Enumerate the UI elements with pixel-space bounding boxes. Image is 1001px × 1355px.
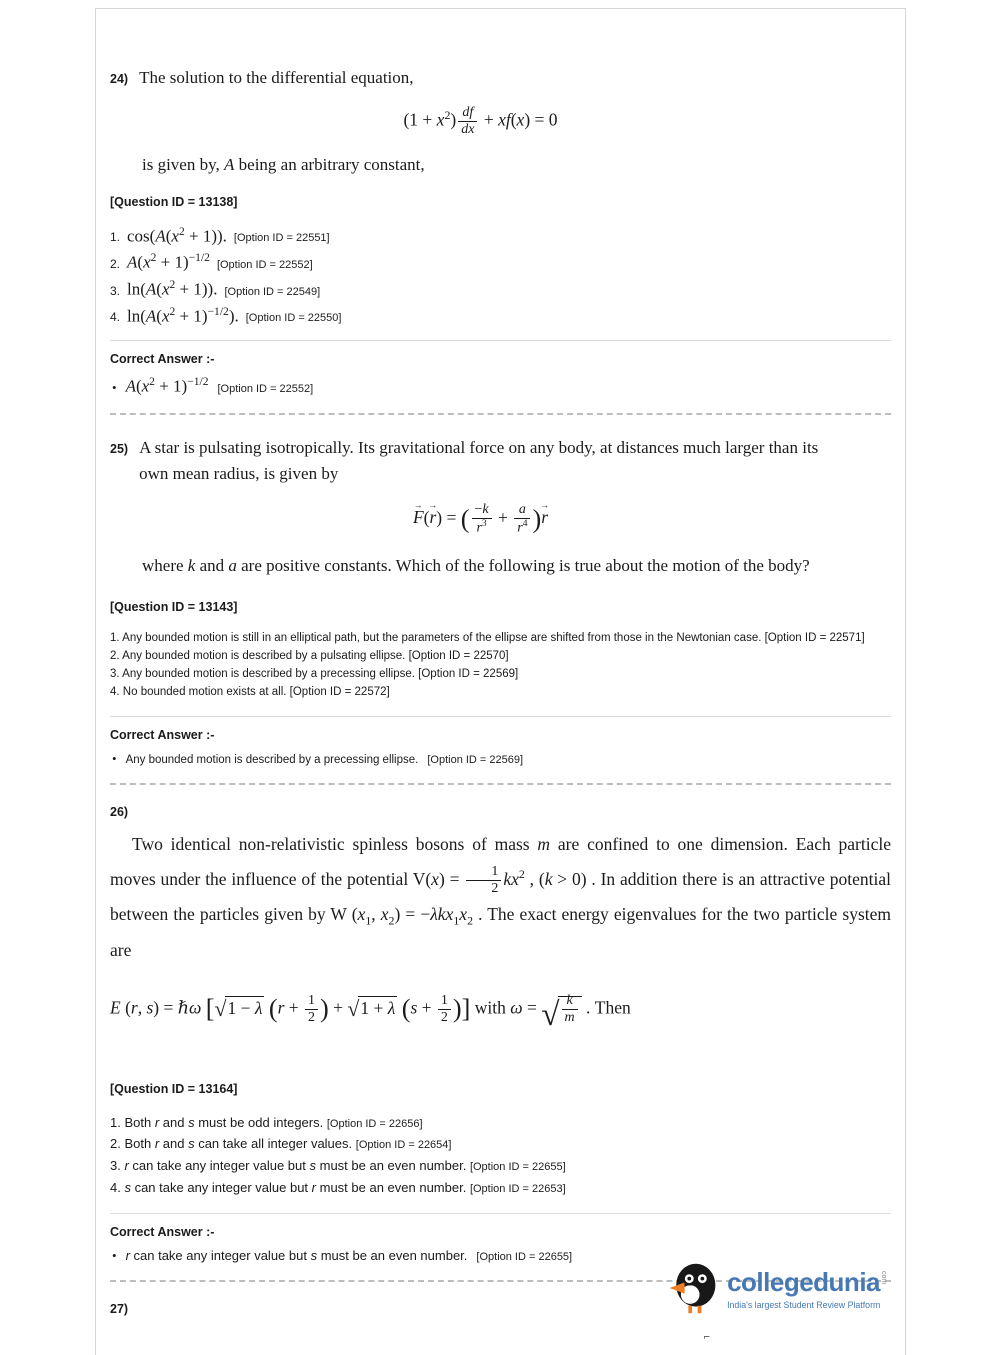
option-text: Any bounded motion is described by a precessing ellipse. <box>122 668 415 681</box>
option-row <box>110 1112 891 1134</box>
question-number: 26) <box>110 804 129 819</box>
correct-answer-label: Correct Answer :- <box>110 352 215 367</box>
correct-answer-text: Any bounded motion is described by a precessing ellipse. <box>125 753 419 766</box>
option-text: Both r and s can take all integer values. <box>124 1136 353 1152</box>
option-row <box>110 666 891 683</box>
correct-answer-block <box>110 1213 891 1264</box>
option-math: $\cos(A(x^2 + 1))$. <box>127 224 227 246</box>
option-text: Any bounded motion is still in an elliptical path, but the parameters of the ellipse are shifted from those in the Newtonian case. <box>122 631 762 644</box>
option-row <box>110 1133 891 1155</box>
correct-answer-block <box>110 340 891 397</box>
option-id: [Option ID = 22570] <box>408 649 509 662</box>
option-text: No bounded motion exists at all. <box>122 686 287 699</box>
correct-answer-block <box>110 716 891 767</box>
given-by-line: is given by, A being an arbitrary constant, <box>142 154 425 174</box>
option-number: 4. <box>110 1180 121 1196</box>
option-id: [Option ID = 22653] <box>469 1183 566 1196</box>
option-text: r can take any integer value but s must be an even number. <box>124 1158 467 1174</box>
bird-mascot-icon <box>665 1259 721 1317</box>
option-id: [Option ID = 22551] <box>233 232 330 245</box>
option-text: s can take any integer value but r must be an even number. <box>124 1180 467 1196</box>
question-number: 24) <box>110 72 129 86</box>
exam-page <box>95 8 906 1355</box>
question-25 <box>110 435 891 785</box>
question-intro: The solution to the differential equation, <box>139 68 414 87</box>
bullet-icon: • <box>112 1247 117 1263</box>
question-separator <box>110 783 891 785</box>
option-row <box>110 251 891 273</box>
option-number: 1. <box>110 631 120 644</box>
correct-answer-option-id: [Option ID = 22569] <box>427 753 524 766</box>
option-row <box>110 630 891 647</box>
option-text: Both r and s must be odd integers. <box>124 1114 324 1130</box>
correct-answer-label: Correct Answer :- <box>110 727 215 742</box>
option-id: [Option ID = 22550] <box>245 312 342 325</box>
option-text: Any bounded motion is described by a pulsating ellipse. <box>122 649 406 662</box>
logo-tagline: India's largest Student Review Platform <box>727 1299 881 1310</box>
question-intro: A star is pulsating isotropically. Its gravitational force on any body, at distances much larger than its own mean radius, is given by <box>139 437 819 484</box>
option-number: 3. <box>110 1158 121 1174</box>
option-number: 3. <box>110 668 120 681</box>
logo-brand: collegedunia <box>727 1266 880 1297</box>
question-number: 27) <box>110 1301 129 1316</box>
option-id: [Option ID = 22655] <box>469 1161 566 1174</box>
bullet-icon: • <box>112 750 117 766</box>
question-paragraph: Two identical non-relativistic spinless bosons of mass m are confined to one dimension. Each particle moves under the influence of the potential V(x) = $\frac{1}{2}$ $kx^2$ , (k > 0) . In addition there is an attractive potential between the particles given by W ($x_1$, $x_2) = -\lambda kx_1x_2$ . The exact energy eigenvalues for the two particle system are <box>110 833 892 961</box>
option-math: $\ln(A(x^2 + 1))$. <box>127 277 218 299</box>
correct-answer-option-id: [Option ID = 22655] <box>476 1250 573 1263</box>
correct-answer-text: r can take any integer value but s must be an even number. <box>125 1247 468 1263</box>
correct-answer-option-id: [Option ID = 22552] <box>217 382 314 395</box>
option-id: [Option ID = 22656] <box>326 1117 423 1130</box>
option-row <box>110 278 891 300</box>
option-number: 4. <box>110 686 120 699</box>
where-line: where k and a are positive constants. Which of the following is true about the motion of the body? <box>142 556 810 576</box>
question-id: [Question ID = 13138] <box>110 194 238 209</box>
option-math: $A(x^2 + 1)^{-1/2}$ <box>127 251 210 272</box>
option-row <box>110 225 891 247</box>
option-math: $\ln(A(x^2 + 1)^{-1/2})$. <box>127 304 239 326</box>
logo-tld: com <box>880 1270 887 1284</box>
option-row <box>110 648 891 665</box>
option-id: [Option ID = 22569] <box>418 668 519 681</box>
question-26 <box>110 805 891 1282</box>
option-row <box>110 305 891 327</box>
option-id: [Option ID = 22654] <box>355 1139 452 1152</box>
logo-mark: ⌐ <box>703 1331 710 1343</box>
question-id: [Question ID = 13164] <box>110 1081 238 1096</box>
option-number: 1. <box>110 1114 121 1130</box>
differential-equation: $(1 + x^2)$ $\frac{df}{dx}$ + xf(x) = 0 <box>403 105 558 138</box>
option-row <box>110 1177 891 1199</box>
option-id: [Option ID = 22572] <box>289 686 390 699</box>
option-number: 1. <box>110 230 121 245</box>
option-number: 2. <box>110 256 121 271</box>
option-number: 3. <box>110 283 121 298</box>
question-separator <box>110 413 891 415</box>
option-row <box>110 684 891 701</box>
option-number: 4. <box>110 310 121 325</box>
bullet-icon: • <box>112 379 117 395</box>
option-id: [Option ID = 22552] <box>216 258 313 271</box>
gravitational-force-formula: F →(r →) = ( $\frac{-k}{r^3}$ + $\frac{a}{r^4}$ )r → <box>110 502 851 537</box>
option-id: [Option ID = 22571] <box>764 631 865 644</box>
option-number: 2. <box>110 1136 121 1152</box>
question-24 <box>110 65 891 415</box>
option-id: [Option ID = 22549] <box>224 285 321 298</box>
option-row <box>110 1155 891 1177</box>
collegedunia-logo <box>665 1259 887 1317</box>
question-id: [Question ID = 13143] <box>110 599 238 614</box>
energy-eigenvalue-equation: E (r, s) = ℏω [√1 − λ (r + $\frac{1}{2}$ ) + √1 + λ (s + $\frac{1}{2}$ )] with ω = √ $\frac{k}{m}$ . Then <box>110 993 631 1034</box>
question-number: 25) <box>110 441 129 456</box>
correct-answer-math: $A(x^2 + 1)^{-1/2}$ <box>125 375 209 396</box>
correct-answer-label: Correct Answer :- <box>110 1224 215 1239</box>
option-number: 2. <box>110 649 120 662</box>
